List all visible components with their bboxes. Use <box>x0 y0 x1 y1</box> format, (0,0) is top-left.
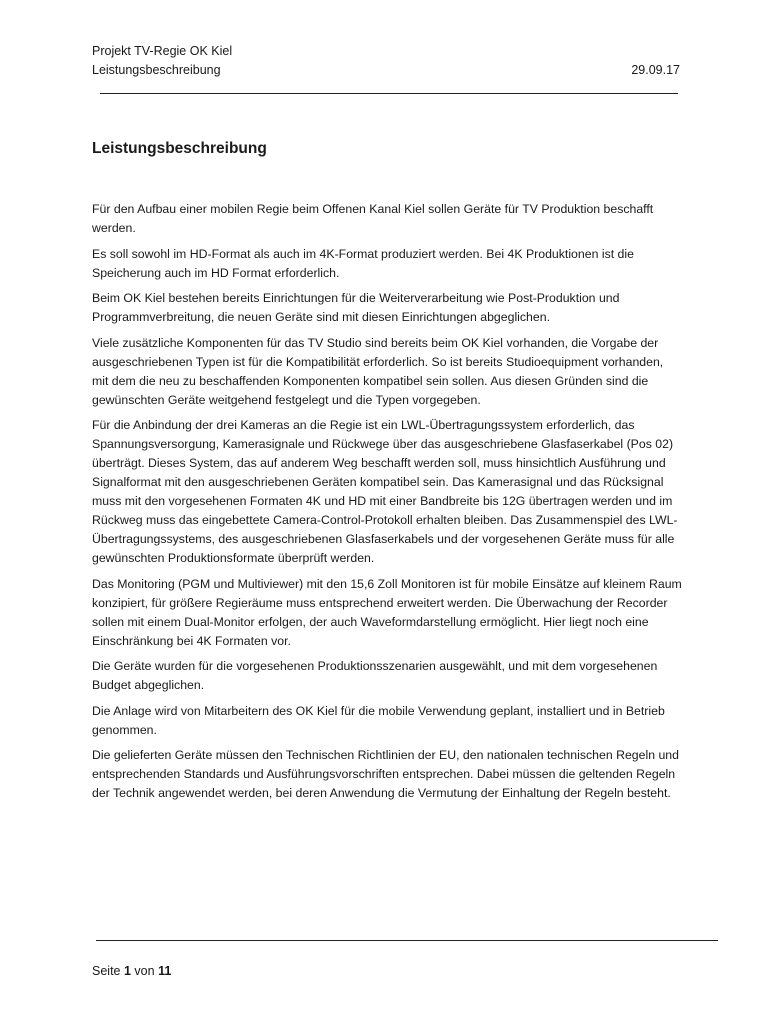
page-label: Seite <box>92 964 121 978</box>
paragraph: Es soll sowohl im HD-Format als auch im 4K-Format produziert werden. Bei 4K Produktionen ist die Speicherung auch im HD Format erforderlich. <box>92 246 634 280</box>
paragraph: Die gelieferten Geräte müssen den Technischen Richtlinien der EU, den nationalen technischen Regeln und entsprechenden Standards und Ausführungsvorschriften entsprechen. Dabei müssen die geltenden Regeln der Technik angewendet werden, bei deren Anwendung die Vermutung der Einhaltung der Regeln besteht. <box>92 748 679 800</box>
paragraph: Beim OK Kiel bestehen bereits Einrichtungen für die Weiterverarbeitung wie Post-Produktion und Programmverbreitung, die neuen Geräte sind mit diesen Einrichtungen abgeglichen. <box>92 291 620 324</box>
paragraph: Für den Aufbau einer mobilen Regie beim Offenen Kanal Kiel sollen Geräte für TV Produktion beschafft werden. <box>92 202 654 235</box>
page-current-number: 1 <box>123 964 131 978</box>
header-subtitle: Leistungsbeschreibung <box>92 63 221 77</box>
page-footer <box>92 962 171 981</box>
page-of-label: von <box>134 964 155 978</box>
paragraph: Die Geräte wurden für die vorgesehenen Produktionsszenarien ausgewählt, und mit dem vorgesehenen Budget abgeglichen. <box>92 659 658 692</box>
page-header <box>92 42 680 80</box>
paragraph: Die Anlage wird von Mitarbeitern des OK Kiel für die mobile Verwendung geplant, installiert und in Betrieb genommen. <box>92 703 665 737</box>
header-row-subtitle <box>92 61 680 80</box>
paragraph: Viele zusätzliche Komponenten für das TV Studio sind bereits beim OK Kiel vorhanden, die Vorgabe der ausgeschriebenen Typen ist für die Kompatibilität erforderlich. So ist bereits Studioequipment vorhanden, mit dem die neu zu beschaffenden Komponenten kompatibel sein sollen. Aus diesen Gründen sind die gewünschten Geräte weitgehend festgelegt und die Typen vorgegeben. <box>92 335 664 407</box>
paragraph: Für die Anbindung der drei Kameras an die Regie ist ein LWL-Übertragungssystem erforderlich, das Spannungsversorgung, Kamerasignale und Rückwege über das ausgeschriebene Glasfaserkabel (Pos 02) überträgt. Dieses System, das auf anderem Weg beschafft werden soll, muss hinsichtlich Ausführung und Signalformat mit den ausgeschriebenen Geräten kompatibel sein. Das Kamerasignal und das Rücksignal muss mit den vorgesehenen Formaten 4K und HD mit einer Bandbreite bis 12G übertragen werden und im Rückweg muss das eingebettete Camera-Control-Protokoll erhalten bleiben. Das Zusammenspiel des LWL-Übertragungssystems, des ausgeschriebenen Glasfaserkabels und der vorgesehenen Geräte muss für alle gewünschten Produktionsformate überprüft werden. <box>92 418 678 565</box>
document-title: Leistungsbeschreibung <box>92 140 267 157</box>
header-project-name: Projekt TV-Regie OK Kiel <box>92 44 233 58</box>
footer-divider <box>96 940 718 941</box>
header-date: 29.09.17 <box>631 63 680 77</box>
header-divider <box>100 93 678 94</box>
page-total-number: 11 <box>158 964 172 978</box>
document-body <box>92 200 682 810</box>
header-row-project <box>92 42 680 61</box>
paragraph: Das Monitoring (PGM und Multiviewer) mit den 15,6 Zoll Monitoren ist für mobile Einsätze auf kleinem Raum konzipiert, für größere Regieräume muss entsprechend erweitert werden. Die Überwachung der Recorder sollen mit einem Dual-Monitor erfolgen, der auch Waveformdarstellung ermöglicht. Hier liegt noch eine Einschränkung bei 4K Formaten vor. <box>92 576 682 648</box>
